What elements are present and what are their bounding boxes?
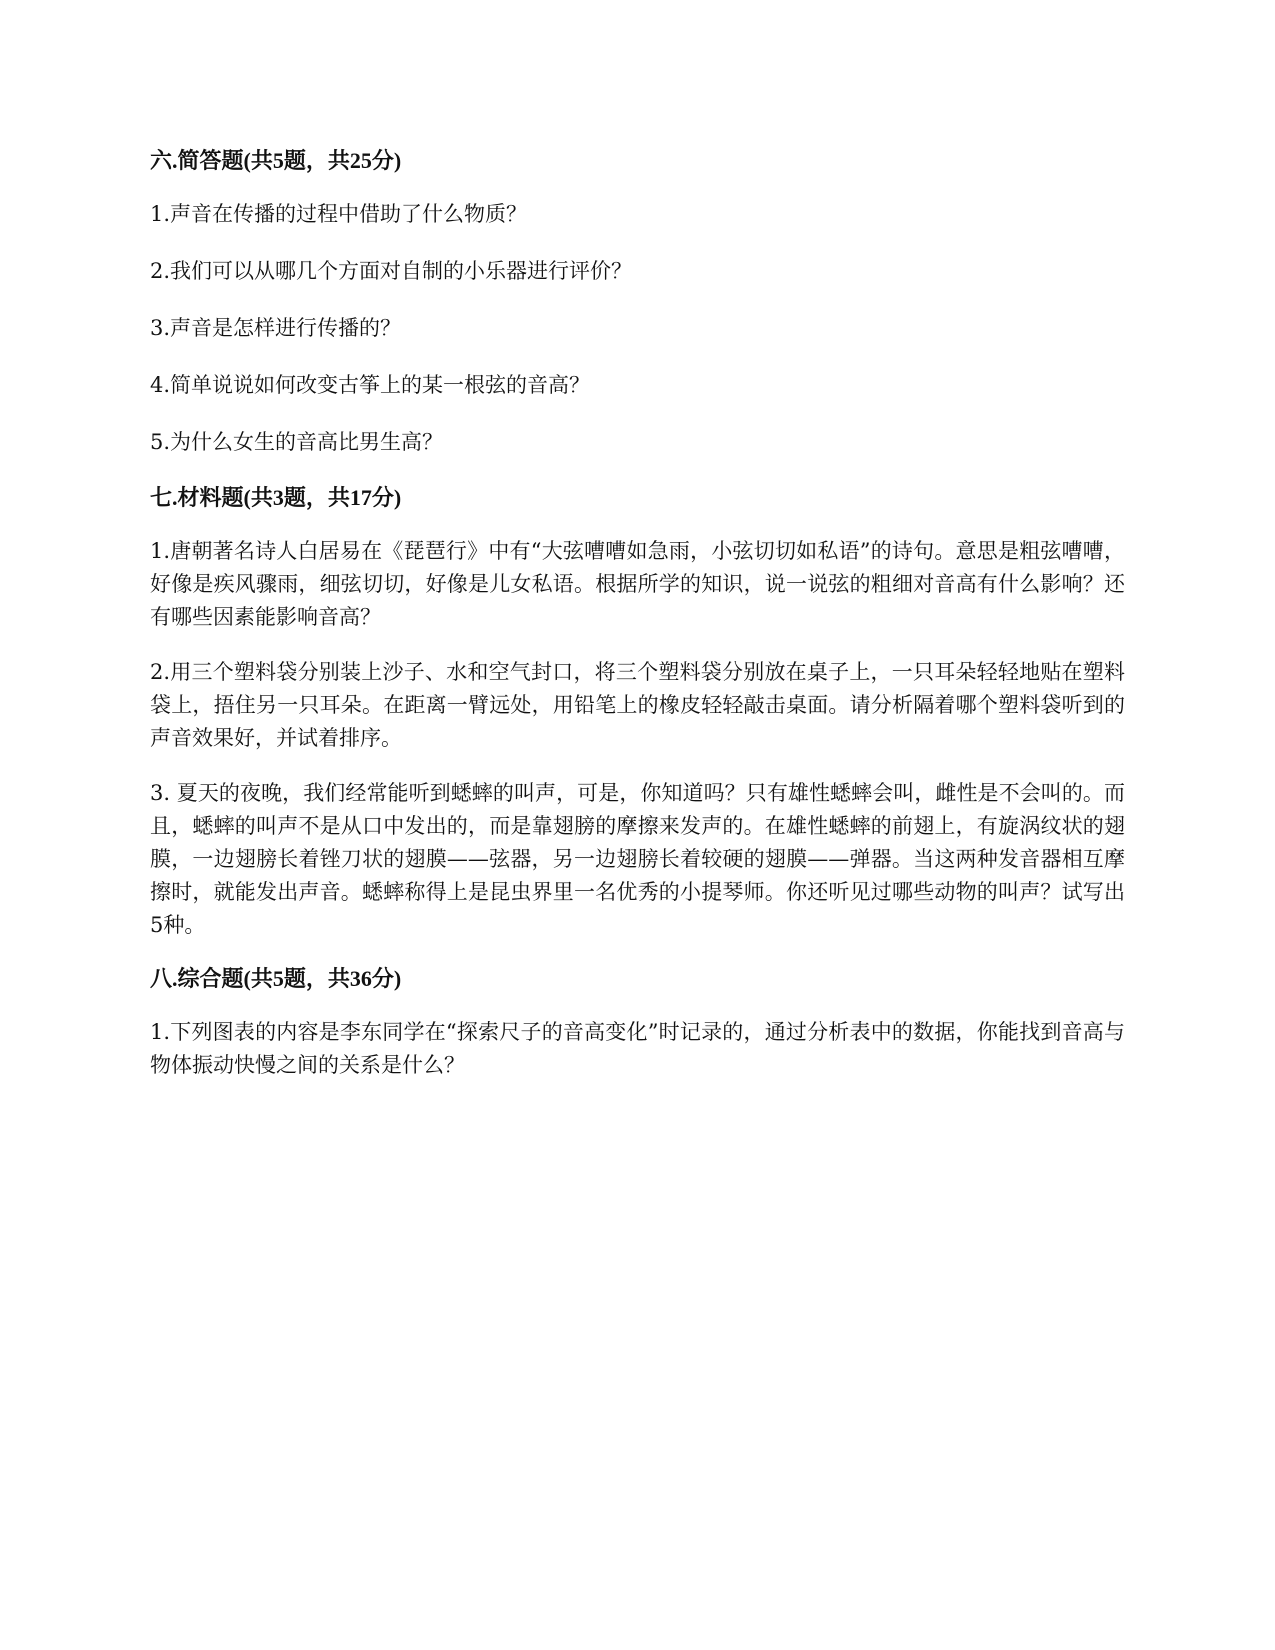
question-item: 4.简单说说如何改变古筝上的某一根弦的音高？ (150, 373, 591, 397)
section-title: 八.综合题(共5题，共36分) (150, 966, 402, 991)
question-item: 1.声音在传播的过程中借助了什么物质？ (150, 202, 528, 226)
question-item: 5.为什么女生的音高比男生高？ (150, 430, 444, 454)
section-short-answer (150, 146, 1125, 459)
question-item: 1.下列图表的内容是李东同学在“探索尺子的音高变化”时记录的，通过分析表中的数据，你能找到音高与物体振动快慢之间的关系是什么？ (150, 1020, 1125, 1077)
question-item: 3. 夏天的夜晚，我们经常能听到蟋蟀的叫声，可是，你知道吗？只有雄性蟋蟀会叫，雌性是不会叫的。而且，蟋蟀的叫声不是从口中发出的，而是靠翅膀的摩擦来发声的。在雄性蟋蟀的前翅上，有旋涡纹状的翅膜，一边翅膀长着锉刀状的翅膜——弦器，另一边翅膀长着较硬的翅膜——弹器。当这两种发音器相互摩擦时，就能发出声音。蟋蟀称得上是昆虫界里一名优秀的小提琴师。你还听见过哪些动物的叫声？试写出5种。 (150, 781, 1125, 937)
question-item: 2.我们可以从哪几个方面对自制的小乐器进行评价？ (150, 259, 633, 283)
document-page (150, 146, 1125, 1106)
section-title: 六.简答题(共5题，共25分) (150, 148, 402, 173)
section-title: 七.材料题(共3题，共17分) (150, 485, 402, 510)
section-comprehensive (150, 964, 1125, 1082)
section-material (150, 483, 1125, 942)
question-item: 3.声音是怎样进行传播的？ (150, 316, 402, 340)
question-item: 1.唐朝著名诗人白居易在《琵琶行》中有“大弦嘈嘈如急雨，小弦切切如私语”的诗句。意思是粗弦嘈嘈，好像是疾风骤雨，细弦切切，好像是儿女私语。根据所学的知识，说一说弦的粗细对音高有什么影响？还有哪些因素能影响音高？ (150, 539, 1125, 629)
question-item: 2.用三个塑料袋分别装上沙子、水和空气封口，将三个塑料袋分别放在桌子上，一只耳朵轻轻地贴在塑料袋上，捂住另一只耳朵。在距离一臂远处，用铅笔上的橡皮轻轻敲击桌面。请分析隔着哪个塑料袋听到的声音效果好，并试着排序。 (150, 660, 1125, 750)
